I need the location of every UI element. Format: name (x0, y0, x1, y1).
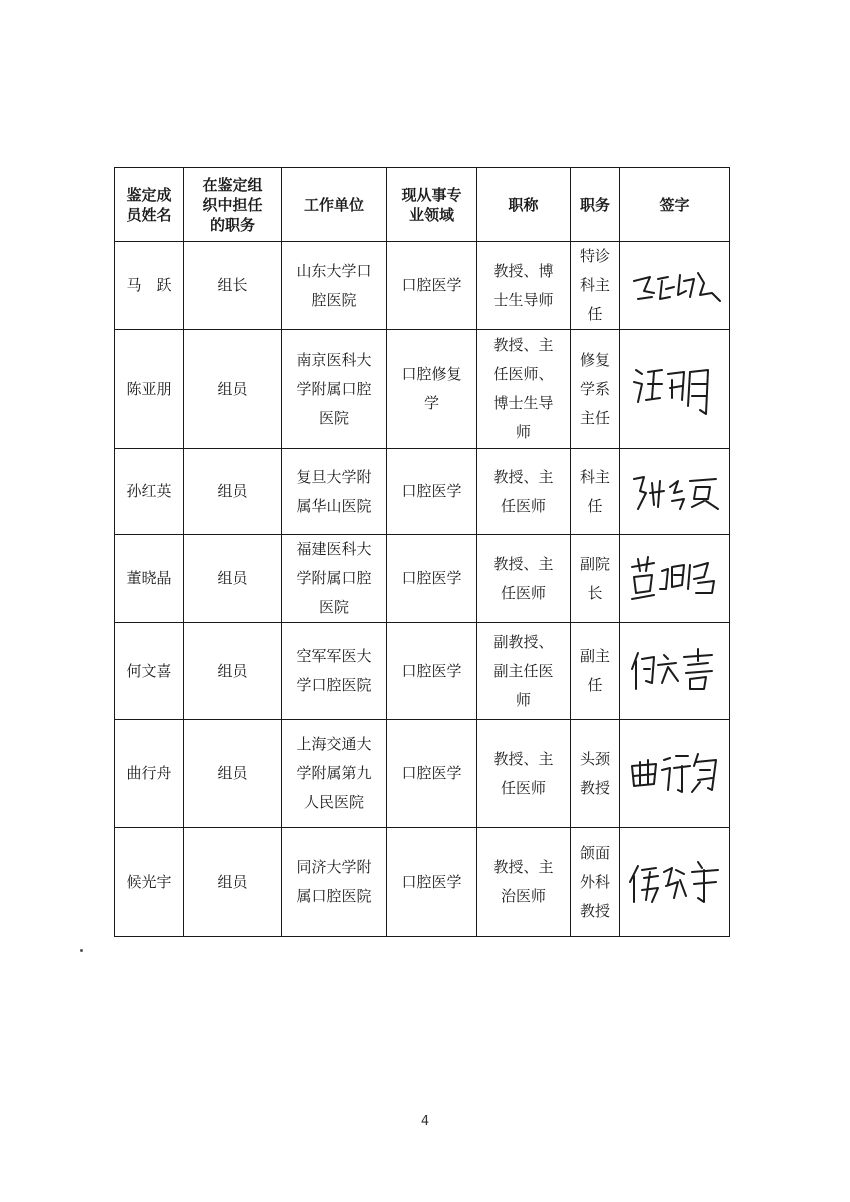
member-name: 马 跃 (115, 242, 184, 330)
signature-cell (620, 330, 730, 449)
header-title: 职称 (477, 168, 571, 242)
member-field: 口腔医学 (387, 623, 477, 720)
signature-cell (620, 623, 730, 720)
member-field: 口腔医学 (387, 449, 477, 535)
member-title: 教授、主治医师 (477, 828, 571, 937)
member-position: 副院长 (571, 535, 620, 623)
member-org: 山东大学口腔医院 (282, 242, 387, 330)
member-field: 口腔医学 (387, 242, 477, 330)
appraisal-committee-table (114, 167, 730, 937)
member-role: 组员 (184, 828, 282, 937)
member-org: 福建医科大学附属口腔医院 (282, 535, 387, 623)
member-name: 陈亚朋 (115, 330, 184, 449)
member-position: 修复学系主任 (571, 330, 620, 449)
member-field: 口腔医学 (387, 535, 477, 623)
member-org: 空军军医大学口腔医院 (282, 623, 387, 720)
signature-cell (620, 242, 730, 330)
header-field: 现从事专业领域 (387, 168, 477, 242)
handwritten-signature (624, 543, 728, 615)
table-row (115, 535, 730, 623)
member-title: 教授、主任医师 (477, 535, 571, 623)
member-field: 口腔医学 (387, 720, 477, 828)
signature-cell (620, 449, 730, 535)
signature-cell (620, 720, 730, 828)
handwritten-signature (624, 457, 728, 527)
member-org: 上海交通大学附属第九人民医院 (282, 720, 387, 828)
member-title: 教授、主任医师 (477, 449, 571, 535)
handwritten-signature (624, 732, 728, 816)
table-row (115, 242, 730, 330)
table-row (115, 720, 730, 828)
page-number: 4 (420, 1114, 430, 1129)
member-org: 南京医科大学附属口腔医院 (282, 330, 387, 449)
header-org: 工作单位 (282, 168, 387, 242)
signature-cell (620, 828, 730, 937)
member-position: 特诊科主任 (571, 242, 620, 330)
header-position: 职务 (571, 168, 620, 242)
header-name: 鉴定成员姓名 (115, 168, 184, 242)
member-role: 组员 (184, 623, 282, 720)
member-name: 候光宇 (115, 828, 184, 937)
member-field: 口腔医学 (387, 828, 477, 937)
member-title: 教授、主任医师 (477, 720, 571, 828)
handwritten-signature (624, 840, 728, 924)
signature-cell (620, 535, 730, 623)
member-name: 曲行舟 (115, 720, 184, 828)
member-position: 科主任 (571, 449, 620, 535)
member-role: 组长 (184, 242, 282, 330)
member-field: 口腔修复学 (387, 330, 477, 449)
member-role: 组员 (184, 449, 282, 535)
handwritten-signature (624, 631, 728, 711)
handwritten-signature (624, 251, 728, 321)
member-org: 复旦大学附属华山医院 (282, 449, 387, 535)
member-org: 同济大学附属口腔医院 (282, 828, 387, 937)
table-row (115, 449, 730, 535)
member-title: 教授、博士生导师 (477, 242, 571, 330)
member-role: 组员 (184, 330, 282, 449)
table-row (115, 623, 730, 720)
table-row (115, 828, 730, 937)
header-row (115, 168, 730, 242)
scan-speck (80, 949, 83, 952)
handwritten-signature (624, 344, 728, 434)
member-name: 董晓晶 (115, 535, 184, 623)
header-role: 在鉴定组织中担任的职务 (184, 168, 282, 242)
member-position: 副主任 (571, 623, 620, 720)
member-position: 颌面外科教授 (571, 828, 620, 937)
member-position: 头颈教授 (571, 720, 620, 828)
member-name: 何文喜 (115, 623, 184, 720)
header-signature: 签字 (620, 168, 730, 242)
table-row (115, 330, 730, 449)
member-title: 教授、主任医师、博士生导师 (477, 330, 571, 449)
member-title: 副教授、副主任医师 (477, 623, 571, 720)
member-name: 孙红英 (115, 449, 184, 535)
member-role: 组员 (184, 535, 282, 623)
member-role: 组员 (184, 720, 282, 828)
